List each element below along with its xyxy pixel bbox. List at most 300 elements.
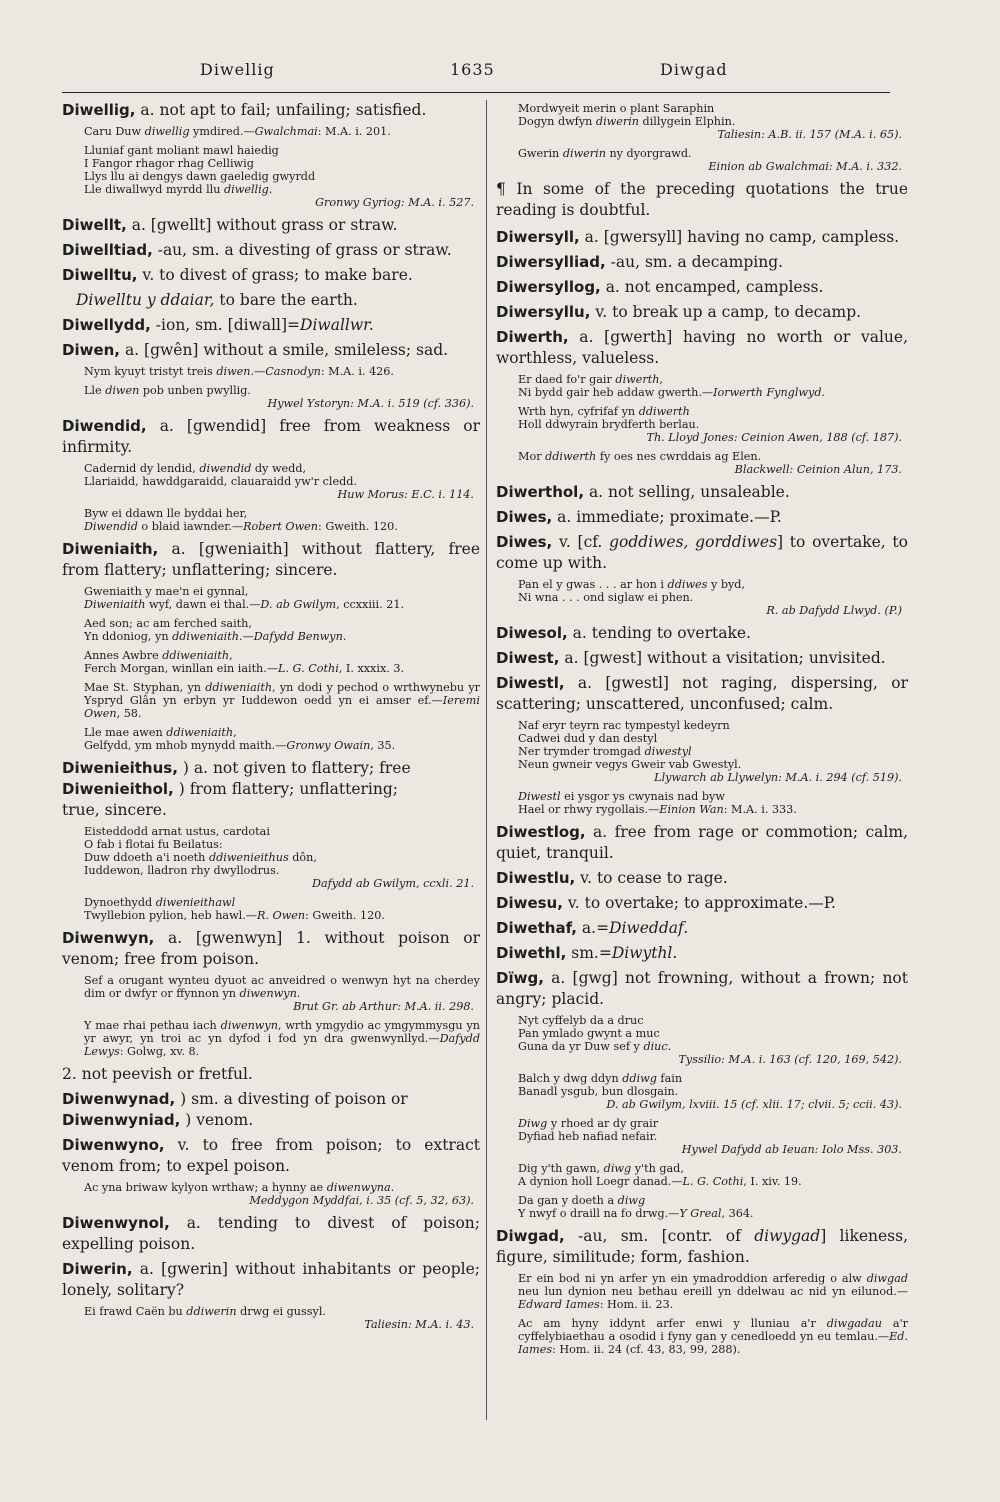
- quote-line: [518, 803, 908, 816]
- headword: Dïwg,: [496, 969, 544, 987]
- quote-text: .: [667, 1040, 672, 1053]
- quote-text: Ner trymder tromgad: [518, 745, 645, 758]
- running-header: [60, 60, 890, 86]
- editorial-note: ¶ In some of the preceding quotations the true reading is doubtful.: [496, 180, 908, 219]
- quote-line: Banadl ysgub, bun dlosgain.: [518, 1085, 679, 1098]
- entry-diwellt: [62, 215, 480, 236]
- headword: Diwelltu,: [62, 266, 138, 284]
- definition: ] to overtake, to come up with.: [496, 533, 908, 572]
- quote-source: Dafydd Benwyn.: [253, 630, 347, 643]
- definition: a. [gwên] without a smile, smileless; sad.: [120, 341, 449, 359]
- definition: a. [gwerth] having no worth or value, worthless, valueless.: [496, 328, 908, 367]
- definition: v. to divest of grass; to make bare.: [137, 266, 413, 284]
- quotation: [84, 1019, 480, 1058]
- quote-text: Pan el y gwas . . . ar hon i: [518, 578, 668, 591]
- column-divider: [486, 100, 487, 1420]
- quote-source: Huw Morus: E.C. i. 114.: [337, 488, 474, 501]
- quote-italic: Diweniaith: [84, 598, 146, 611]
- quote-line: Holl ddwyrain brydferth berlau.: [518, 418, 700, 431]
- quote-text: Annes Awbre: [84, 649, 163, 662]
- quote-line: Cadwei dud y dan destyl: [518, 732, 658, 745]
- quote-text: fain: [656, 1072, 683, 1085]
- definition: -au, sm. a decamping.: [605, 253, 784, 271]
- quotation: [84, 507, 480, 533]
- quotation: [518, 1072, 908, 1111]
- definition: a. [gwerin] without inhabitants or people; lonely, solitary?: [62, 1260, 480, 1299]
- quote-text: Ac am hyny iddynt arfer enwi y lluniau a'r: [518, 1317, 827, 1330]
- quotation: [84, 1181, 480, 1207]
- headword: Diwenieithus,: [62, 759, 178, 777]
- quote-italic: diwenwyna: [326, 1181, 391, 1194]
- definition: venom.: [191, 1111, 254, 1129]
- headword: Diwenwyn,: [62, 929, 155, 947]
- headword: Diwesu,: [496, 894, 563, 912]
- definition: sm. a divesting of poison or: [186, 1090, 408, 1108]
- headword: Diwersyll,: [496, 228, 580, 246]
- definition: a. [gwersyll] having no camp, campless.: [579, 228, 900, 246]
- definition: true, sincere.: [62, 801, 167, 819]
- quote-source: Y Greal: [679, 1207, 722, 1220]
- quote-italic: diwenwyn: [220, 1019, 278, 1032]
- quote-italic: diwestyl: [644, 745, 692, 758]
- definition: v. to overtake; to approximate.—P.: [562, 894, 836, 912]
- quote-line: O fab i flotai fu Beilatus:: [84, 838, 223, 851]
- quote-italic: ddiweniaith: [172, 630, 239, 643]
- quote-text: a'r cyffelybiaethau a osodid i fyny gan y cenedloedd yn eu temlau.—: [518, 1317, 908, 1343]
- quotation: [518, 1162, 908, 1188]
- entry-diwellydd: [62, 315, 480, 336]
- entry-diwellig: [62, 100, 480, 121]
- quote-text: Cadernid dy lendid,: [84, 462, 200, 475]
- headword: Diwerin,: [62, 1260, 133, 1278]
- quote-source: Brut Gr. ab Arthur: M.A. ii. 298.: [293, 1000, 474, 1013]
- headword: Diwersyllog,: [496, 278, 601, 296]
- quote-ref: : Gweith. 120.: [318, 520, 398, 533]
- cross-reference: Diwallwr.: [300, 316, 374, 334]
- quote-text: .: [390, 1181, 395, 1194]
- quote-source: Robert Owen: [243, 520, 319, 533]
- quote-source: Tyssilio: M.A. i. 163 (cf. 120, 169, 542).: [678, 1053, 902, 1066]
- quote-line: Aed son; ac am ferched saith,: [84, 617, 252, 630]
- quote-italic: Diwg: [518, 1117, 548, 1130]
- entry-diwen: [62, 340, 480, 361]
- quote-italic: ddiweniaith: [162, 649, 230, 662]
- quote-italic: ddiweniaith: [166, 726, 234, 739]
- quote-text: fy oes nes cwrddais ag Elen.: [596, 450, 762, 463]
- quote-source: Blackwell: Ceinion Alun, 173.: [734, 463, 902, 476]
- quote-text: , wrth ymgydio ac ymgymmysgu yn yr awyr, yn troi ac yn dyfod i fod yn dra gwenwynllyd.—: [84, 1019, 480, 1045]
- brace-glyph: ): [182, 759, 189, 777]
- quote-italic: diwgadau: [826, 1317, 882, 1330]
- quote-text: y byd,: [707, 578, 746, 591]
- quote-line: Llys llu ai dengys dawn gaeledig gwyrdd: [84, 170, 316, 183]
- quote-text: Gwerin: [518, 147, 563, 160]
- quote-source: Casnodyn: [265, 365, 321, 378]
- quote-line: [84, 726, 480, 739]
- quote-italic: ddiwes: [667, 578, 708, 591]
- quote-text: , yn dodi y pechod o wrthwynebu yr Yspryd Glân yn erbyn yr Iuddewon oedd yn ei amser ef.—: [84, 681, 480, 707]
- entry-diwersyllog: [496, 277, 908, 298]
- headword: Diwest,: [496, 649, 560, 667]
- quote-text: Hael or rhwy rygollais.—: [518, 803, 660, 816]
- definition: a.=: [577, 919, 610, 937]
- headword: Diwellydd,: [62, 316, 151, 334]
- quote-italic: diwg: [617, 1194, 646, 1207]
- headword: Diwelltiad,: [62, 241, 153, 259]
- quotation: [84, 462, 480, 501]
- entry-diwelltu-phrase: [62, 290, 480, 311]
- quotation: [84, 144, 480, 209]
- quote-ref: , ccxxiii. 21.: [336, 598, 404, 611]
- headword: Diwenwynol,: [62, 1214, 170, 1232]
- headword: Diwenieithol,: [62, 780, 174, 798]
- brace-glyph: ): [178, 780, 185, 798]
- quote-source: L. G. Cothi: [682, 1175, 744, 1188]
- quote-source: R. Owen: [256, 909, 306, 922]
- quotation: [518, 1272, 908, 1311]
- quotation: [518, 102, 908, 141]
- headword: Diwenwyno,: [62, 1136, 165, 1154]
- entry-diwesu: [496, 893, 908, 914]
- quote-line: Gweniaith y mae'n ei gynnal,: [84, 585, 249, 598]
- quote-source: Einion Wan: [659, 803, 724, 816]
- definition: a. not selling, unsaleable.: [584, 483, 790, 501]
- quote-ref: : M.A. i. 426.: [320, 365, 394, 378]
- quote-source: Iorwerth Fynglwyd.: [713, 386, 826, 399]
- quote-line: [84, 520, 480, 533]
- quote-text: ei ysgor ys cwynais nad byw: [560, 790, 725, 803]
- quote-line: [518, 790, 908, 803]
- quote-text: Lle diwallwyd myrdd llu: [84, 183, 225, 196]
- entry-diwest: [496, 648, 908, 669]
- entry-diwenwynol: [62, 1213, 480, 1255]
- quote-source: Dafydd Lewys: [84, 1032, 480, 1058]
- quote-text: Mor: [518, 450, 546, 463]
- headword: Diwenwyniad,: [62, 1111, 181, 1129]
- entry-diwesol: [496, 623, 908, 644]
- quote-italic: diwerth: [615, 373, 660, 386]
- right-column: [496, 100, 908, 1362]
- quote-ref: : Hom. ii. 23.: [599, 1298, 674, 1311]
- quotation: [518, 147, 908, 173]
- definition: a. tending to divest of poison; expelling poison.: [62, 1214, 480, 1253]
- quotation: [84, 896, 480, 922]
- quote-text: Lle: [84, 384, 106, 397]
- quotation: [84, 726, 480, 752]
- quote-text: Sef a orugant wynteu dyuot ac anveidred o wenwyn hyt na cherdey dim or dwfyr or ffynnon yn: [84, 974, 480, 1000]
- definition: a. [gweniaith] without flattery, free from flattery; unflattering; sincere.: [62, 540, 480, 579]
- quote-source: Taliesin: A.B. ii. 157 (M.A. i. 65).: [717, 128, 902, 141]
- quote-text: wyf, dawn ei thal.—: [145, 598, 261, 611]
- quotation: [518, 790, 908, 816]
- quote-line: [84, 384, 480, 397]
- quote-text: ,: [233, 726, 237, 739]
- quote-italic: Diwendid: [84, 520, 138, 533]
- quote-text: Balch y dwg ddyn: [518, 1072, 623, 1085]
- quote-line: [84, 851, 480, 864]
- entry-diwestlu: [496, 868, 908, 889]
- definition: a. [gwg] not frowning, without a frown; not angry; placid.: [496, 969, 908, 1008]
- headword: Diwethl,: [496, 944, 567, 962]
- quote-line: [518, 115, 908, 128]
- quote-line: Byw ei ddawn lle byddai her,: [84, 507, 248, 520]
- quote-line: [84, 739, 480, 752]
- quote-text: ymdired.—: [189, 125, 255, 138]
- quote-source: Dafydd ab Gwilym, ccxli. 21.: [312, 877, 474, 890]
- quote-line: Dyfiad heb nafiad nefair.: [518, 1130, 658, 1143]
- entry-diwenwyn: [62, 928, 480, 970]
- headword: Diwendid,: [62, 417, 147, 435]
- entry-diwenwynad: [62, 1089, 480, 1131]
- entry-diwersylliad: [496, 252, 908, 273]
- quote-text: .: [296, 987, 301, 1000]
- left-column: [62, 100, 480, 1337]
- quote-text: Wrth hyn, cyfrifaf yn: [518, 405, 639, 418]
- quote-line: Mordwyeit merin o plant Saraphin: [518, 102, 715, 115]
- headword: Diwethaf,: [496, 919, 577, 937]
- quote-italic: diwgad: [866, 1272, 908, 1285]
- quotation: [84, 649, 480, 675]
- quote-ref: : M.A. i. 333.: [723, 803, 797, 816]
- entry-diwenwyno: [62, 1135, 480, 1177]
- quote-source: Gronwy Owain: [286, 739, 371, 752]
- headword: Diweniaith,: [62, 540, 159, 558]
- quote-ref: : M.A. i. 201.: [317, 125, 391, 138]
- quote-source: D. ab Gwilym: [260, 598, 337, 611]
- quote-line: [518, 373, 908, 386]
- quote-line: [84, 662, 480, 675]
- quote-line: [518, 1117, 908, 1130]
- quote-italic: ddiwg: [622, 1072, 657, 1085]
- page-number: 1635: [450, 60, 495, 79]
- entry-diwelltiad: [62, 240, 480, 261]
- entry-diwenieithus: [62, 758, 480, 821]
- definition: a. tending to overtake.: [567, 624, 751, 642]
- quote-line: [518, 1040, 908, 1053]
- quote-ref: , 58.: [116, 707, 142, 720]
- quote-text: Dig y'th gawn,: [518, 1162, 604, 1175]
- quote-source: Einion ab Gwalchmai: M.A. i. 332.: [708, 160, 902, 173]
- definition: ] likeness, figure, similitude; form, fashion.: [496, 1227, 909, 1266]
- quotation: [518, 1117, 908, 1156]
- definition: a. not given to flattery; free: [188, 759, 411, 777]
- quote-text: Dogyn dwfyn: [518, 115, 596, 128]
- quote-ref: : Hom. ii. 24 (cf. 43, 83, 99, 288).: [552, 1343, 741, 1356]
- quote-text: ny dyorgrawd.: [605, 147, 692, 160]
- quote-line: [518, 1162, 908, 1175]
- quote-text: neu lun dynion neu bethau ereill yn ddelwau ac nid yn eilunod.—: [518, 1285, 908, 1298]
- quote-italic: diuc: [643, 1040, 668, 1053]
- definition: a. immediate; proximate.—P.: [552, 508, 782, 526]
- cross-reference: Diwythl.: [611, 944, 678, 962]
- entry-diwerth: [496, 327, 908, 369]
- entry-diwg: [496, 968, 908, 1010]
- entry-diwethaf: [496, 918, 908, 939]
- quote-source: Taliesin: M.A. i. 43.: [364, 1318, 474, 1331]
- quote-italic: diwendid: [199, 462, 252, 475]
- quote-line: Nyt cyffelyb da a druc: [518, 1014, 644, 1027]
- quote-line: Pan ymlado gwynt a muc: [518, 1027, 660, 1040]
- definition: -ion, sm. [diwall]=: [150, 316, 301, 334]
- quote-text: Twyllebion pylion, heb hawl.—: [84, 909, 257, 922]
- quotation: [518, 1194, 908, 1220]
- brace-glyph: ): [185, 1111, 192, 1129]
- headword: Diwerthol,: [496, 483, 585, 501]
- quote-text: Lle mae awen: [84, 726, 167, 739]
- definition: a. [gwendid] free from weakness or infirmity.: [62, 417, 480, 456]
- quote-source: L. G. Cothi: [278, 662, 339, 675]
- quote-italic: ddiwerth: [638, 405, 690, 418]
- quotation: [518, 450, 908, 476]
- quote-line: Naf eryr teyrn rac tympestyl kedeyrn: [518, 719, 730, 732]
- headword: Diwerth,: [496, 328, 569, 346]
- quote-text: Gelfydd, ym mhob mynydd maith.—: [84, 739, 287, 752]
- cross-reference: Diweddaf.: [609, 919, 689, 937]
- quote-italic: diwellig: [144, 125, 190, 138]
- quote-line: [84, 649, 480, 662]
- definition: -au, sm. a divesting of grass or straw.: [152, 241, 452, 259]
- quote-line: [84, 630, 480, 643]
- quote-text: Dynoethydd: [84, 896, 156, 909]
- quote-source: Hywel Dafydd ab Ieuan: Iolo Mss. 303.: [681, 1143, 902, 1156]
- header-right-word: Diwgad: [660, 60, 728, 79]
- quote-text: Ac yna briwaw kylyon wrthaw; a hynny ae: [84, 1181, 327, 1194]
- quotation: [518, 405, 908, 444]
- quote-text: dillygein Elphin.: [639, 115, 736, 128]
- quote-italic: ddiwerin: [186, 1305, 237, 1318]
- quote-source: Th. Lloyd Jones: Ceinion Awen, 188 (cf. 187).: [646, 431, 902, 444]
- quotation: [84, 365, 480, 378]
- quotation: [84, 1305, 480, 1331]
- entry-diwerin: [62, 1259, 480, 1301]
- phrase: Diwelltu y ddaiar,: [76, 291, 215, 309]
- entry-diwersyllu: [496, 302, 908, 323]
- quote-text: ,: [229, 649, 233, 662]
- quote-text: Ferch Morgan, winllan ein iaith.—: [84, 662, 279, 675]
- quotation: [84, 617, 480, 643]
- quote-italic: ddiwenieithus: [208, 851, 289, 864]
- quote-line: [518, 1072, 908, 1085]
- headword: Diwenwynad,: [62, 1090, 176, 1108]
- definition: a. [gwest] without a visitation; unvisited.: [559, 649, 886, 667]
- quote-ref: , I. xxxix. 3.: [338, 662, 405, 675]
- quote-line: [84, 896, 480, 909]
- cross-reference: goddiwes, gorddiwes: [609, 533, 778, 551]
- definition: v. [cf.: [552, 533, 610, 551]
- quote-line: [84, 909, 480, 922]
- quote-ref: : Golwg, xv. 8.: [119, 1045, 200, 1058]
- headword: Diwestlog,: [496, 823, 586, 841]
- quotation: [84, 681, 480, 720]
- quote-text: Y nwyf o draill na fo drwg.—: [518, 1207, 680, 1220]
- quotation: [518, 578, 908, 617]
- definition: a. [gwestl] not raging, dispersing, or scattering; unscattered, unconfused; calm.: [496, 674, 908, 713]
- quote-text: .—: [238, 630, 254, 643]
- quote-source: Gronwy Gyriog: M.A. i. 527.: [315, 196, 474, 209]
- quote-line: Eisteddodd arnat ustus, cardotai: [84, 825, 270, 838]
- quote-line: [518, 386, 908, 399]
- quote-line: [84, 462, 480, 475]
- headword: Diwes,: [496, 508, 553, 526]
- quote-source: R. ab Dafydd Llwyd. (P.): [766, 604, 902, 617]
- quote-source: D. ab Gwilym, lxviii. 15 (cf. xlii. 17; clvii. 5; ccii. 43).: [606, 1098, 902, 1111]
- entry-diwestl: [496, 673, 908, 715]
- quote-line: Ni wna . . . ond siglaw ei phen.: [518, 591, 694, 604]
- quote-italic: ddiweniaith: [205, 681, 273, 694]
- entry-diwersyll: [496, 227, 908, 248]
- quote-line: [84, 598, 480, 611]
- quote-italic: diwen: [105, 384, 140, 397]
- entry-diweniaith: [62, 539, 480, 581]
- quote-text: pob unben pwyllig.: [139, 384, 251, 397]
- quote-line: Iuddewon, lladron rhy dwyllodrus.: [84, 864, 280, 877]
- quotation: [518, 719, 908, 784]
- quote-text: Yn ddoniog, yn: [84, 630, 173, 643]
- quote-text: Guna da yr Duw sef y: [518, 1040, 644, 1053]
- quote-source: Gwalchmai: [254, 125, 318, 138]
- quote-italic: diwg: [603, 1162, 632, 1175]
- quote-line: [518, 1175, 908, 1188]
- quote-italic: diwenieithawl: [155, 896, 236, 909]
- headword: Diwellt,: [62, 216, 127, 234]
- quote-text: Y mae rhai pethau iach: [84, 1019, 221, 1032]
- entry-diwelltu: [62, 265, 480, 286]
- definition: to bare the earth.: [214, 291, 358, 309]
- definition: a. not apt to fail; unfailing; satisfied.: [135, 101, 427, 119]
- quote-text: Caru Duw: [84, 125, 145, 138]
- headword: Diwersyllu,: [496, 303, 591, 321]
- quote-source: Edward Iames: [518, 1298, 600, 1311]
- quote-line: [518, 405, 908, 418]
- quote-text: Er ein bod ni yn arfer yn ein ymadroddion arferedig o alw: [518, 1272, 867, 1285]
- entry-diwerthol: [496, 482, 908, 503]
- headword: Diwesol,: [496, 624, 568, 642]
- quote-line: Neun gwneir vegys Gweir vab Gwestyl.: [518, 758, 742, 771]
- quote-source: Ieremi Owen: [84, 694, 480, 720]
- quotation: [84, 384, 480, 410]
- headword: Diwestl,: [496, 674, 565, 692]
- quotation: [84, 585, 480, 611]
- quotation: [84, 974, 480, 1013]
- definition: sm.=: [566, 944, 612, 962]
- quote-text: Er daed fo'r gair: [518, 373, 616, 386]
- quote-source: Meddygon Myddfai, i. 35 (cf. 5, 32, 63).: [249, 1194, 474, 1207]
- definition: -au, sm. [contr. of: [564, 1227, 755, 1245]
- definition: a. [gwenwyn] 1. without poison or venom; free from poison.: [62, 929, 480, 968]
- quote-text: y'th gad,: [631, 1162, 684, 1175]
- quotation: [518, 373, 908, 399]
- definition: v. to free from poison; to extract venom from; to expel poison.: [62, 1136, 480, 1175]
- quotation: [84, 825, 480, 890]
- quotation: [518, 1317, 908, 1356]
- headword: Diwgad,: [496, 1227, 565, 1245]
- quote-source: Ed. Iames: [518, 1330, 908, 1356]
- headword: Diwersylliad,: [496, 253, 606, 271]
- definition: a. free from rage or commotion; calm, quiet, tranquil.: [496, 823, 908, 862]
- header-rule: [62, 92, 890, 93]
- quote-text: Ei frawd Caën bu: [84, 1305, 187, 1318]
- quote-text: .—: [250, 365, 266, 378]
- quote-ref: : Gweith. 120.: [305, 909, 385, 922]
- quote-italic: diwen: [216, 365, 251, 378]
- quote-line: [518, 578, 908, 591]
- quote-text: Ni bydd gair heb addaw gwerth.—: [518, 386, 714, 399]
- definition: a. not encamped, campless.: [600, 278, 824, 296]
- headword: Diwellig,: [62, 101, 136, 119]
- quotation: [84, 125, 480, 138]
- quote-italic: diwenwyn: [239, 987, 297, 1000]
- quote-ref: , 35.: [370, 739, 396, 752]
